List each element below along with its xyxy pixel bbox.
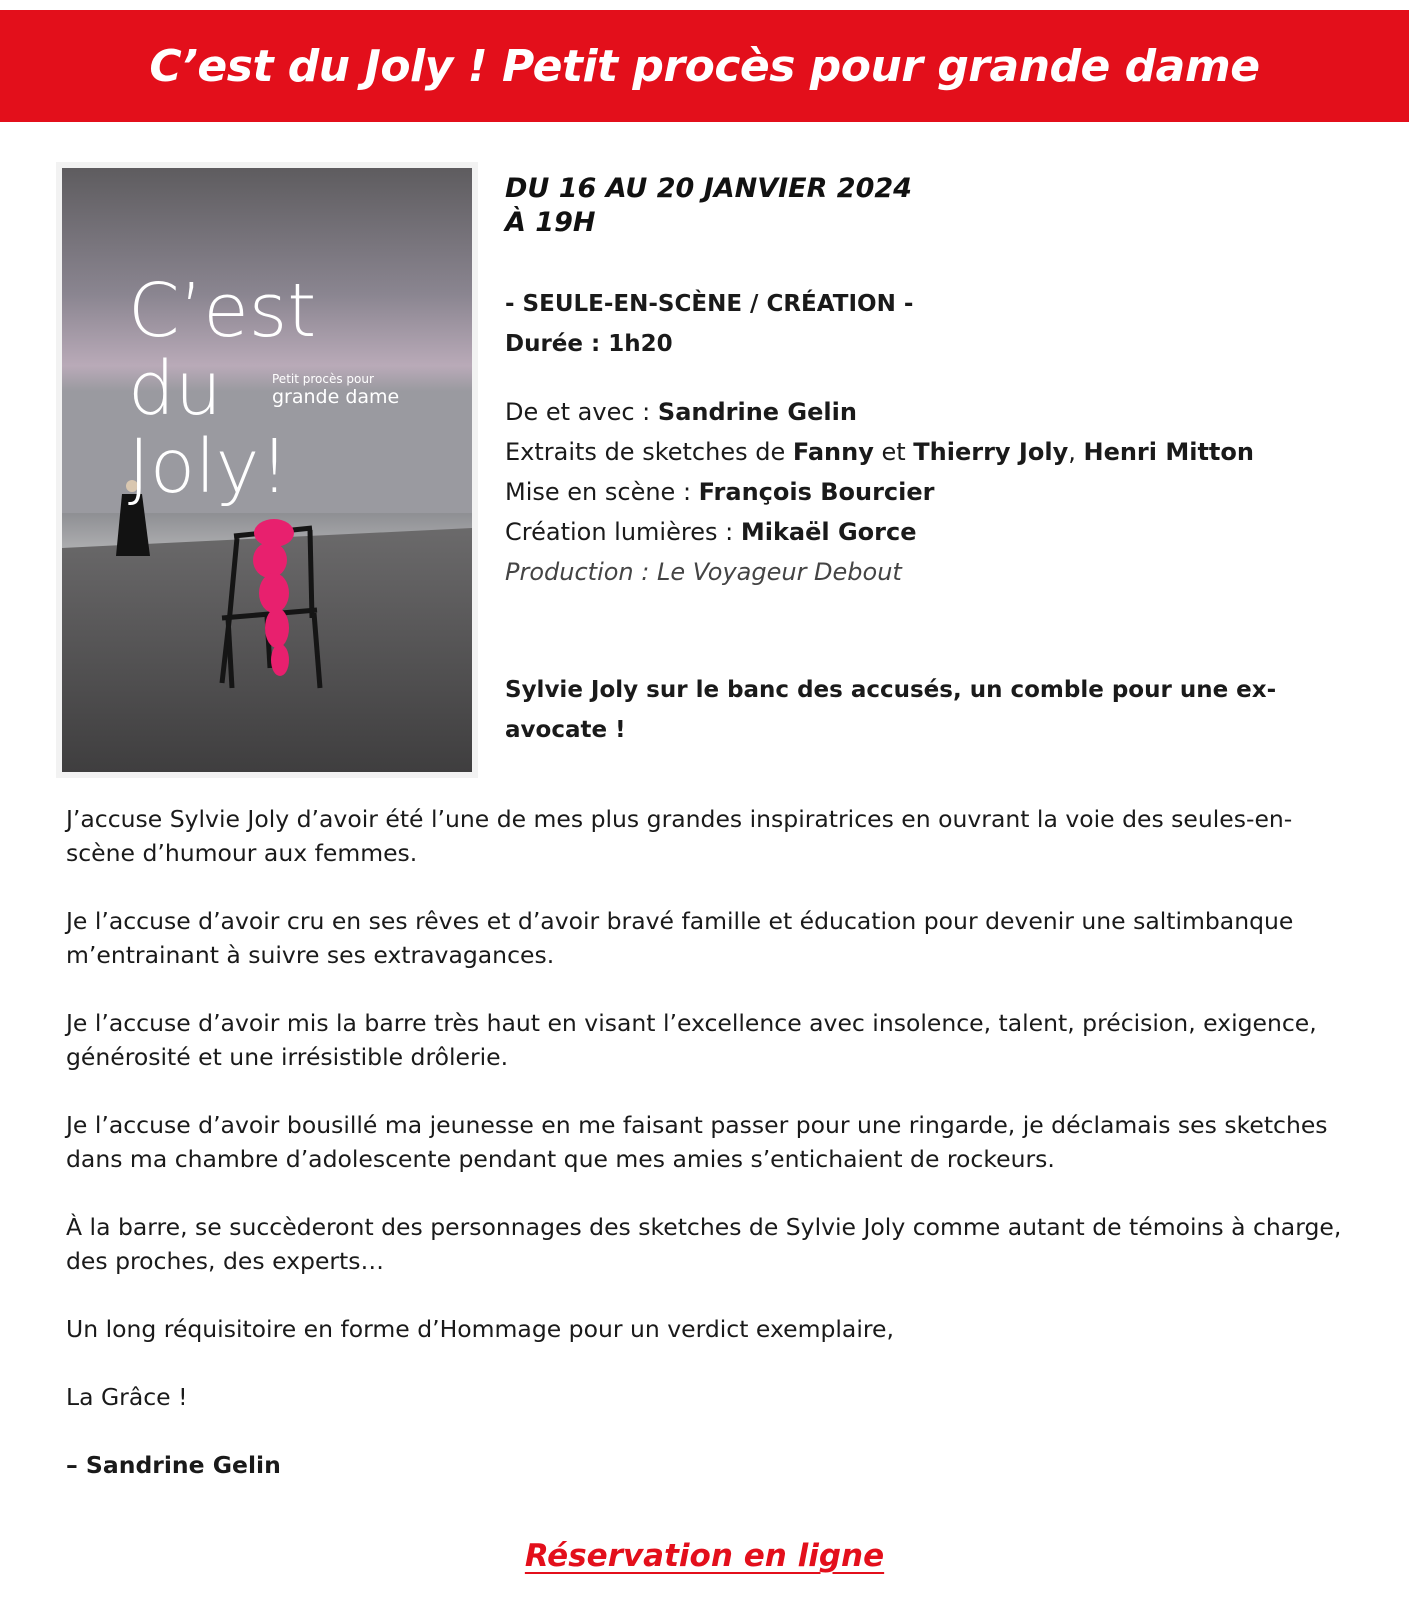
- credit-name: Mikaël Gorce: [740, 518, 917, 546]
- credit-line: [505, 392, 1365, 432]
- description-paragraph: Je l’accuse d’avoir bousillé ma jeunesse en me faisant passer pour une ringarde, je déclamais ses sketches dans ma chambre d’adolescente pendant que mes amies s’entichaient de rockeurs.: [66, 1111, 1328, 1173]
- production-credit: Production : Le Voyageur Debout: [505, 558, 902, 586]
- show-description: [66, 802, 1356, 1516]
- credit-label: Extraits de sketches de: [505, 438, 793, 466]
- description-paragraph: À la barre, se succèderont des personnages des sketches de Sylvie Joly comme autant de témoins à charge, des proches, des experts…: [66, 1213, 1342, 1275]
- show-poster: [62, 168, 472, 772]
- credit-label: Mise en scène :: [505, 478, 699, 506]
- description-paragraph: J’accuse Sylvie Joly d’avoir été l’une de mes plus grandes inspiratrices en ouvrant la voie des seules-en-scène d’humour aux femmes.: [66, 805, 1293, 867]
- page-title: C’est du Joly ! Petit procès pour grande dame: [149, 40, 1260, 92]
- credits-list: [505, 392, 1365, 592]
- credit-name: Henri Mitton: [1083, 438, 1254, 466]
- reservation-section: [0, 1538, 1409, 1574]
- description-paragraph: La Grâce !: [66, 1383, 188, 1411]
- show-info: [505, 172, 1365, 750]
- date-line-1: DU 16 AU 20 JANVIER 2024: [505, 173, 912, 204]
- credit-line: [505, 472, 1365, 512]
- credit-name: Fanny: [792, 438, 874, 466]
- credit-label: Création lumières :: [505, 518, 741, 546]
- description-paragraph: Je l’accuse d’avoir cru en ses rêves et d’avoir bravé famille et éducation pour devenir une saltimbanque m’entrainant à suivre ses extravagances.: [66, 907, 1294, 969]
- poster-subtitle-big: grande dame: [272, 386, 400, 408]
- page-banner: [0, 10, 1409, 122]
- credit-name: Thierry Joly: [913, 438, 1069, 466]
- duration-label: Durée : 1h20: [505, 331, 673, 357]
- credit-name: Sandrine Gelin: [657, 398, 857, 426]
- show-tagline: Sylvie Joly sur le banc des accusés, un comble pour une ex-avocate !: [505, 677, 1277, 743]
- show-date: [505, 172, 1365, 240]
- credit-joiner: ,: [1068, 438, 1084, 466]
- show-genre: [505, 284, 1365, 364]
- credit-line: [505, 512, 1365, 552]
- poster-title: C’est du Joly!: [128, 268, 317, 510]
- reservation-link[interactable]: Réservation en ligne: [524, 1538, 885, 1574]
- signature: – Sandrine Gelin: [66, 1451, 281, 1479]
- description-paragraph: Un long réquisitoire en forme d’Hommage pour un verdict exemplaire,: [66, 1315, 894, 1343]
- poster-subtitle-small: Petit procès pour: [272, 372, 374, 386]
- genre-label: - SEULE-EN-SCÈNE / CRÉATION -: [505, 291, 914, 317]
- poster-subtitle: [272, 372, 399, 408]
- date-line-2: À 19H: [505, 207, 596, 238]
- credit-label: De et avec :: [505, 398, 658, 426]
- credit-joiner: et: [873, 438, 914, 466]
- credit-name: François Bourcier: [698, 478, 935, 506]
- credit-line: [505, 432, 1365, 472]
- description-paragraph: Je l’accuse d’avoir mis la barre très haut en visant l’excellence avec insolence, talent, précision, exigence, générosité et une irrésistible drôlerie.: [66, 1009, 1317, 1071]
